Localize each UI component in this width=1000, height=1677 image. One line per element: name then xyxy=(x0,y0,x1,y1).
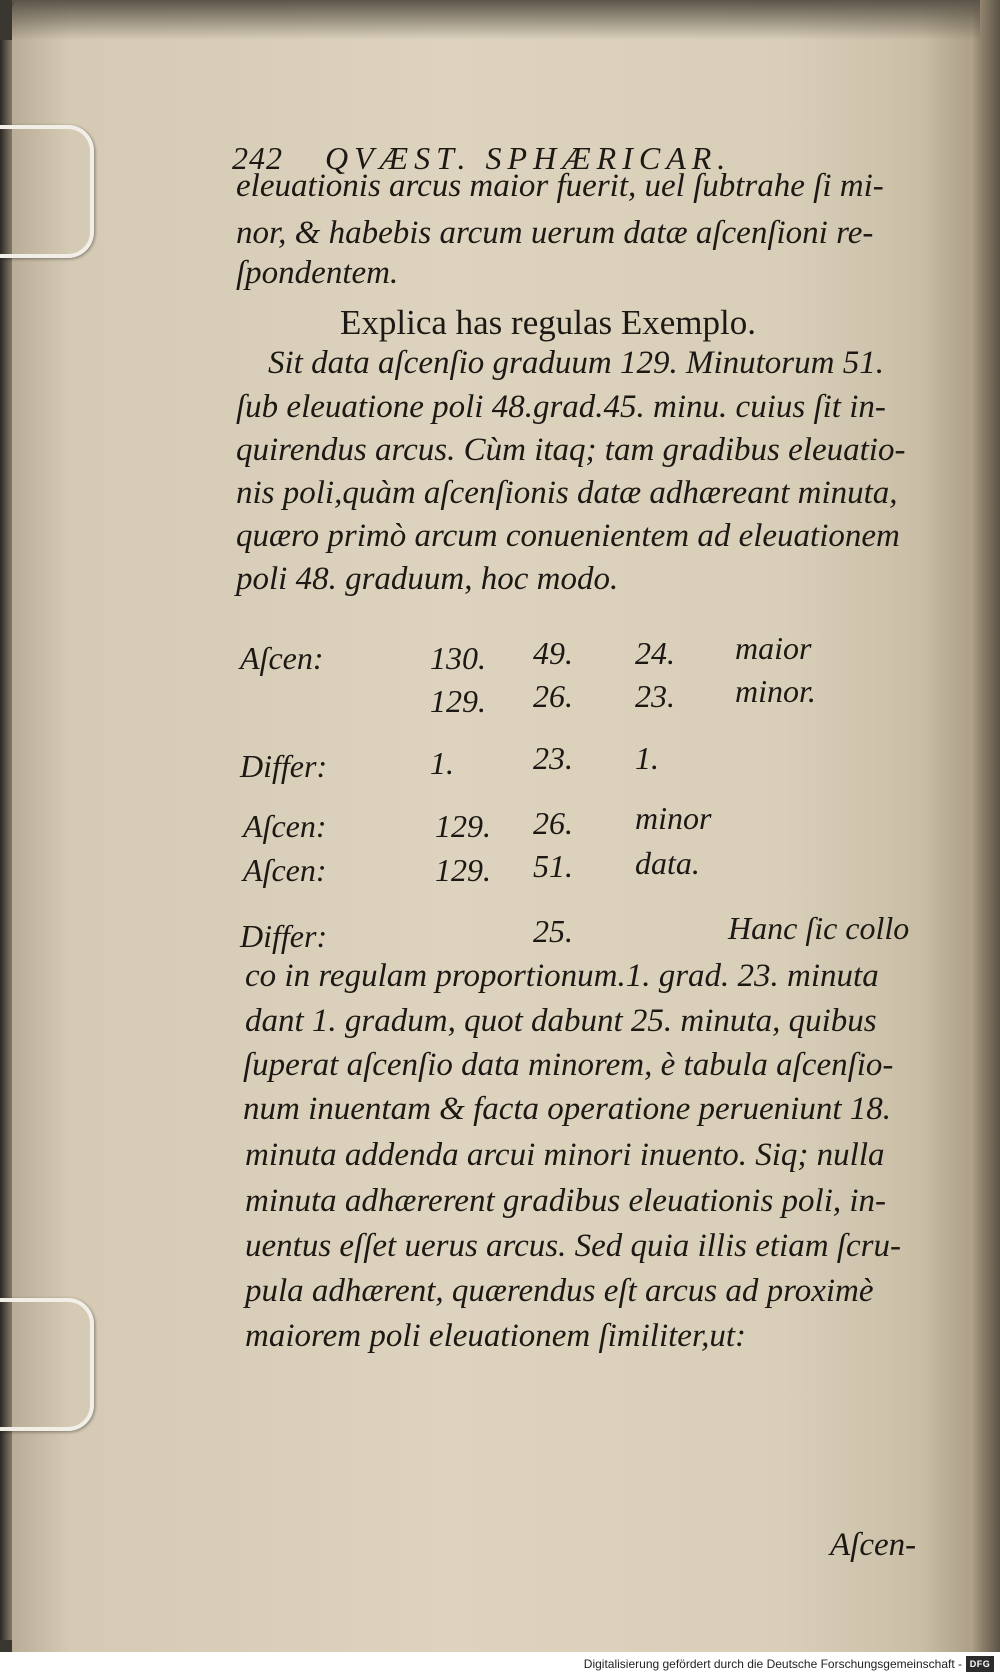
page-clip-top xyxy=(0,125,94,258)
table-cell: 49. xyxy=(533,635,573,671)
text-line: ſub eleuatione poli 48.grad.45. minu. cuius ſit in- xyxy=(236,389,886,425)
text-line: ſuperat aſcenſio data minorem, è tabula aſcenſio- xyxy=(243,1047,894,1083)
page-top-shadow xyxy=(12,0,980,40)
table-row-label: Aſcen: xyxy=(240,640,324,676)
catchword: Aſcen- xyxy=(830,1527,917,1563)
text-line: ſpondentem. xyxy=(236,255,399,291)
text-line: co in regulam proportionum.1. grad. 23. minuta xyxy=(245,958,879,994)
text-line: Sit data aſcenſio graduum 129. Minutorum 51. xyxy=(268,345,884,381)
table-cell: 25. xyxy=(533,913,573,949)
table-cell: 24. xyxy=(635,635,675,671)
dfg-logo: DFG xyxy=(966,1656,994,1672)
table-cell: 51. xyxy=(533,848,573,884)
funding-credit: Digitalisierung gefördert durch die Deutsche Forschungsgemeinschaft - xyxy=(583,1657,962,1671)
text-line: nor, & habebis arcum uerum datæ aſcenſioni re- xyxy=(236,215,874,251)
table-note: data. xyxy=(635,845,700,881)
text-line: eleuationis arcus maior fuerit, uel ſubtrahe ſi mi- xyxy=(236,168,884,204)
table-row-label: Differ: xyxy=(240,918,328,954)
table-note: maior xyxy=(735,630,812,666)
table-cell: 1. xyxy=(430,745,454,781)
text-line: quirendus arcus. Cùm itaq; tam gradibus eleuatio- xyxy=(236,432,906,468)
table-cell: 130. xyxy=(430,640,486,676)
text-line: minuta addenda arcui minori inuento. Siq; nulla xyxy=(245,1137,885,1173)
running-title: QVÆST. SPHÆRICAR. xyxy=(325,140,732,176)
text-line: poli 48. graduum, hoc modo. xyxy=(236,561,619,597)
table-cell: 26. xyxy=(533,678,573,714)
text-line: uentus eſſet uerus arcus. Sed quia illis etiam ſcru- xyxy=(245,1228,901,1264)
page-number: 242 xyxy=(232,140,283,176)
page-clip-bottom xyxy=(0,1298,94,1431)
table-cell: 129. xyxy=(435,808,491,844)
text-line: maiorem poli eleuationem ſimiliter,ut: xyxy=(245,1318,747,1354)
text-line: nis poli,quàm aſcenſionis datæ adhæreant minuta, xyxy=(236,475,898,511)
table-cell: 23. xyxy=(533,740,573,776)
text-line: minuta adhærerent gradibus eleuationis poli, in- xyxy=(245,1183,887,1219)
table-note: minor xyxy=(635,800,712,836)
text-line: quæro primò arcum conuenientem ad eleuationem xyxy=(236,518,900,554)
text-line: pula adhærent, quærendus eſt arcus ad proximè xyxy=(245,1273,874,1309)
text-line: num inuentam & facta operatione perueniunt 18. xyxy=(243,1091,891,1127)
text-line: dant 1. gradum, quot dabunt 25. minuta, quibus xyxy=(245,1003,877,1039)
table-cell: 26. xyxy=(533,805,573,841)
table-row-label: Differ: xyxy=(240,748,328,784)
table-cell: 23. xyxy=(635,678,675,714)
table-row-label: Aſcen: xyxy=(243,808,327,844)
text-line: Hanc ſic collo xyxy=(728,910,910,946)
table-cell: 129. xyxy=(435,852,491,888)
table-cell: 1. xyxy=(635,740,659,776)
table-cell: 129. xyxy=(430,683,486,719)
table-row-label: Aſcen: xyxy=(243,852,327,888)
section-heading: Explica has regulas Exemplo. xyxy=(340,303,756,342)
page-fore-edge xyxy=(970,0,1000,1652)
digitization-footer xyxy=(0,1652,1000,1677)
table-note: minor. xyxy=(735,673,816,709)
